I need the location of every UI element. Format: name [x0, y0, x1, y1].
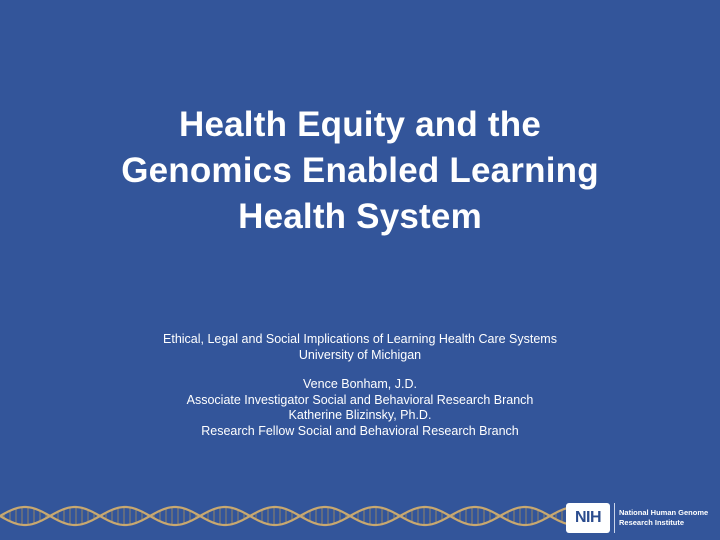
institute-name [619, 508, 708, 528]
nih-logo-mark: NIH [566, 503, 610, 533]
subtitle-institution: University of Michigan [298, 347, 422, 362]
author-1-role: Associate Investigator Social and Behavioral Research Branch [186, 392, 534, 407]
institute-name-line-2: Research Institute [619, 518, 685, 527]
institute-name-line-1: National Human Genome [619, 508, 709, 517]
subtitle-spacer [60, 363, 660, 377]
dna-helix-decoration [0, 490, 570, 540]
slide-subtitle [60, 332, 660, 439]
title-line-1: Health Equity and the [178, 105, 541, 144]
slide-title [40, 102, 680, 240]
logo-divider [614, 503, 615, 533]
author-1-name: Vence Bonham, J.D. [303, 377, 417, 391]
title-line-3: Health System [238, 197, 482, 236]
author-2-name: Katherine Blizinsky, Ph.D. [288, 408, 432, 422]
title-line-2: Genomics Enabled Learning [121, 151, 599, 190]
author-2-role: Research Fellow Social and Behavioral Research Branch [201, 423, 519, 438]
subtitle-program: Ethical, Legal and Social Implications of Learning Health Care Systems [163, 332, 557, 346]
nhgri-logo [566, 498, 720, 538]
